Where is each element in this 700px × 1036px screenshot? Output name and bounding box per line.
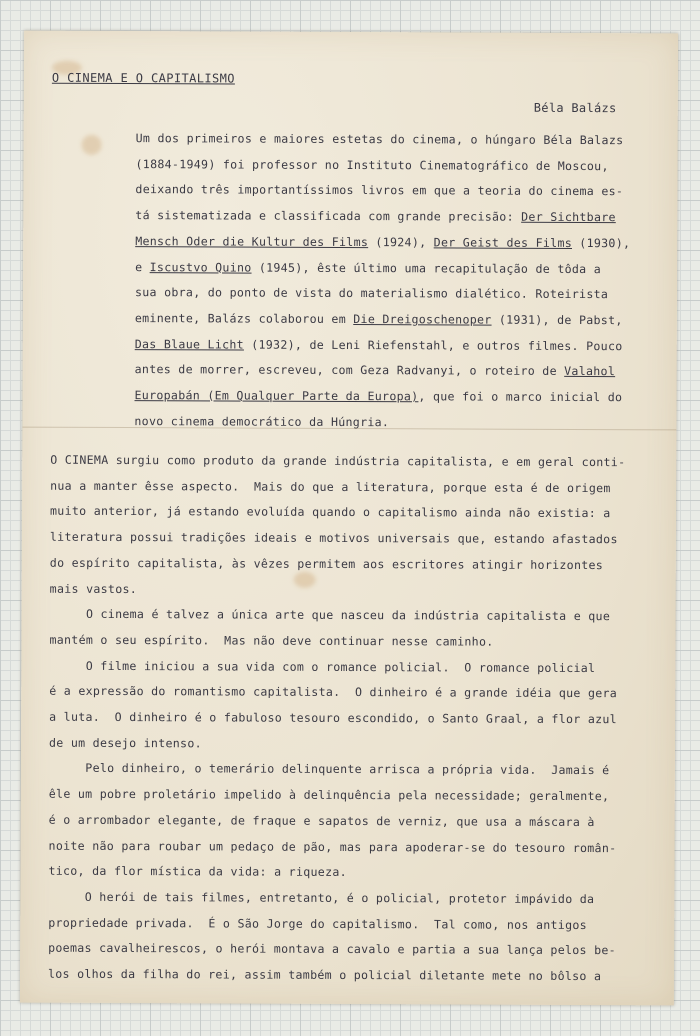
body-line: propriedade privada. É o São Jorge do capitalismo. Tal como, nos antigos — [48, 915, 587, 932]
stain — [82, 135, 102, 155]
work-title: Europabán (Em Qualquer Parte da Europa) — [134, 388, 419, 404]
work-title: Mensch Oder die Kultur des Films — [135, 233, 369, 249]
body-line: nua a manter êsse aspecto. Mais do que a literatura, porque esta é de origem — [50, 478, 611, 495]
body-line: poemas cavalheirescos, o herói montava a cavalo e partia a sua lança pelos be- — [48, 940, 616, 958]
body-line: noite não para roubar um pedaço de pão, mas para apoderar-se do tesouro român- — [48, 838, 617, 855]
work-title: Der Geist des Films — [433, 235, 573, 250]
intro-line — [135, 337, 623, 353]
body-line: mantém o seu espírito. Mas não deve continuar nesse caminho. — [49, 632, 494, 649]
author-name: Béla Balázs — [533, 100, 617, 116]
work-title: Iscustvo Quino — [149, 259, 252, 275]
intro-line — [136, 131, 624, 147]
text-run: novo cinema democrático da Húngria. — [134, 413, 390, 429]
text-run: deixando três importantíssimos livros em que a teoria do cinema es- — [135, 182, 624, 199]
body-line: O filme iniciou a sua vida com o romance policial. O romance policial — [49, 658, 596, 675]
text-run: , que foi o marco inicial do — [418, 389, 623, 405]
text-run: sua obra, do ponto de vista do materialismo dialético. Roteirista — [134, 285, 609, 302]
body-line: tico, da flor mística da vida: a riqueza. — [48, 863, 347, 880]
intro-line — [135, 388, 623, 404]
stain — [294, 572, 316, 588]
intro-line — [135, 208, 616, 224]
text-run: (1945), êste último uma recapitulação de tôda a — [251, 260, 602, 276]
intro-line — [135, 234, 630, 250]
body-line: Pelo dinheiro, o temerário delinquente arrisca a própria vida. Jamais é — [48, 761, 610, 778]
text-run: Um dos primeiros e maiores estetas do cinema, o húngaro Béla Balazs — [135, 131, 624, 148]
intro-line — [136, 157, 609, 173]
text-run: (1930), — [572, 235, 631, 251]
text-run: antes de morrer, escreveu, com Geza Radvanyi, o roteiro de — [134, 362, 565, 379]
body-line: de um desejo intenso. — [48, 735, 202, 751]
text-run: e — [135, 259, 150, 274]
body-line: O cinema é talvez a única arte que nasceu da indústria capitalista e que — [49, 606, 611, 624]
page-title: O CINEMA E O CAPITALISMO — [51, 70, 235, 86]
work-title: Valahol — [564, 364, 616, 379]
typed-page — [20, 31, 678, 1006]
body-line: los olhos da filha do rei, assim também o policial diletante mete no bôlso a — [47, 966, 602, 984]
body-line: muito anterior, já estando evoluída quando o capitalismo ainda não existia: a — [49, 504, 611, 521]
work-title: Der Sichtbare — [521, 209, 616, 225]
text-run: (1924), — [368, 234, 434, 250]
text-run: tá sistematizada e classificada com grande precisão: — [135, 208, 522, 224]
body-line: mais vastos. — [49, 581, 138, 596]
text-run: (1884-1949) foi professor no Instituto Cinematográfico de Moscou, — [135, 156, 609, 173]
text-run: (1931), de Pabst, — [491, 312, 623, 328]
intro-line — [135, 260, 601, 276]
intro-line — [135, 362, 616, 378]
body-line: é o arrombador elegante, de fraque e sapatos de verniz, que usa a máscara à — [48, 812, 595, 829]
work-title: Das Blaue Licht — [134, 336, 244, 352]
work-title: Die Dreigoschenoper — [353, 311, 492, 327]
text-run: eminente, Balázs colaborou em — [134, 310, 354, 326]
body-line: do espírito capitalista, às vêzes permitem aos escritores atingir horizontes — [49, 555, 604, 572]
intro-line — [135, 311, 623, 327]
body-line: O herói de tais filmes, entretanto, é o policial, protetor impávido da — [48, 889, 595, 906]
body-line: a luta. O dinheiro é o fabuloso tesouro escondido, o Santo Graal, a flor azul — [49, 709, 617, 727]
intro-line — [134, 414, 389, 429]
body-line: êle um pobre proletário impelido à delinquência pela necessidade; geralmente, — [48, 786, 610, 804]
intro-line — [135, 182, 623, 198]
text-run: (1932), de Leni Riefenstahl, e outros filmes. Pouco — [243, 337, 623, 353]
body-line: literatura possui tradições ideais e motivos universais que, estando afastados — [49, 529, 618, 547]
body-line: é a expressão do romantismo capitalista. O dinheiro é a grande idéia que gera — [49, 683, 618, 701]
body-line: O CINEMA surgiu como produto da grande indústria capitalista, e em geral conti- — [50, 452, 626, 470]
intro-line — [135, 285, 608, 301]
